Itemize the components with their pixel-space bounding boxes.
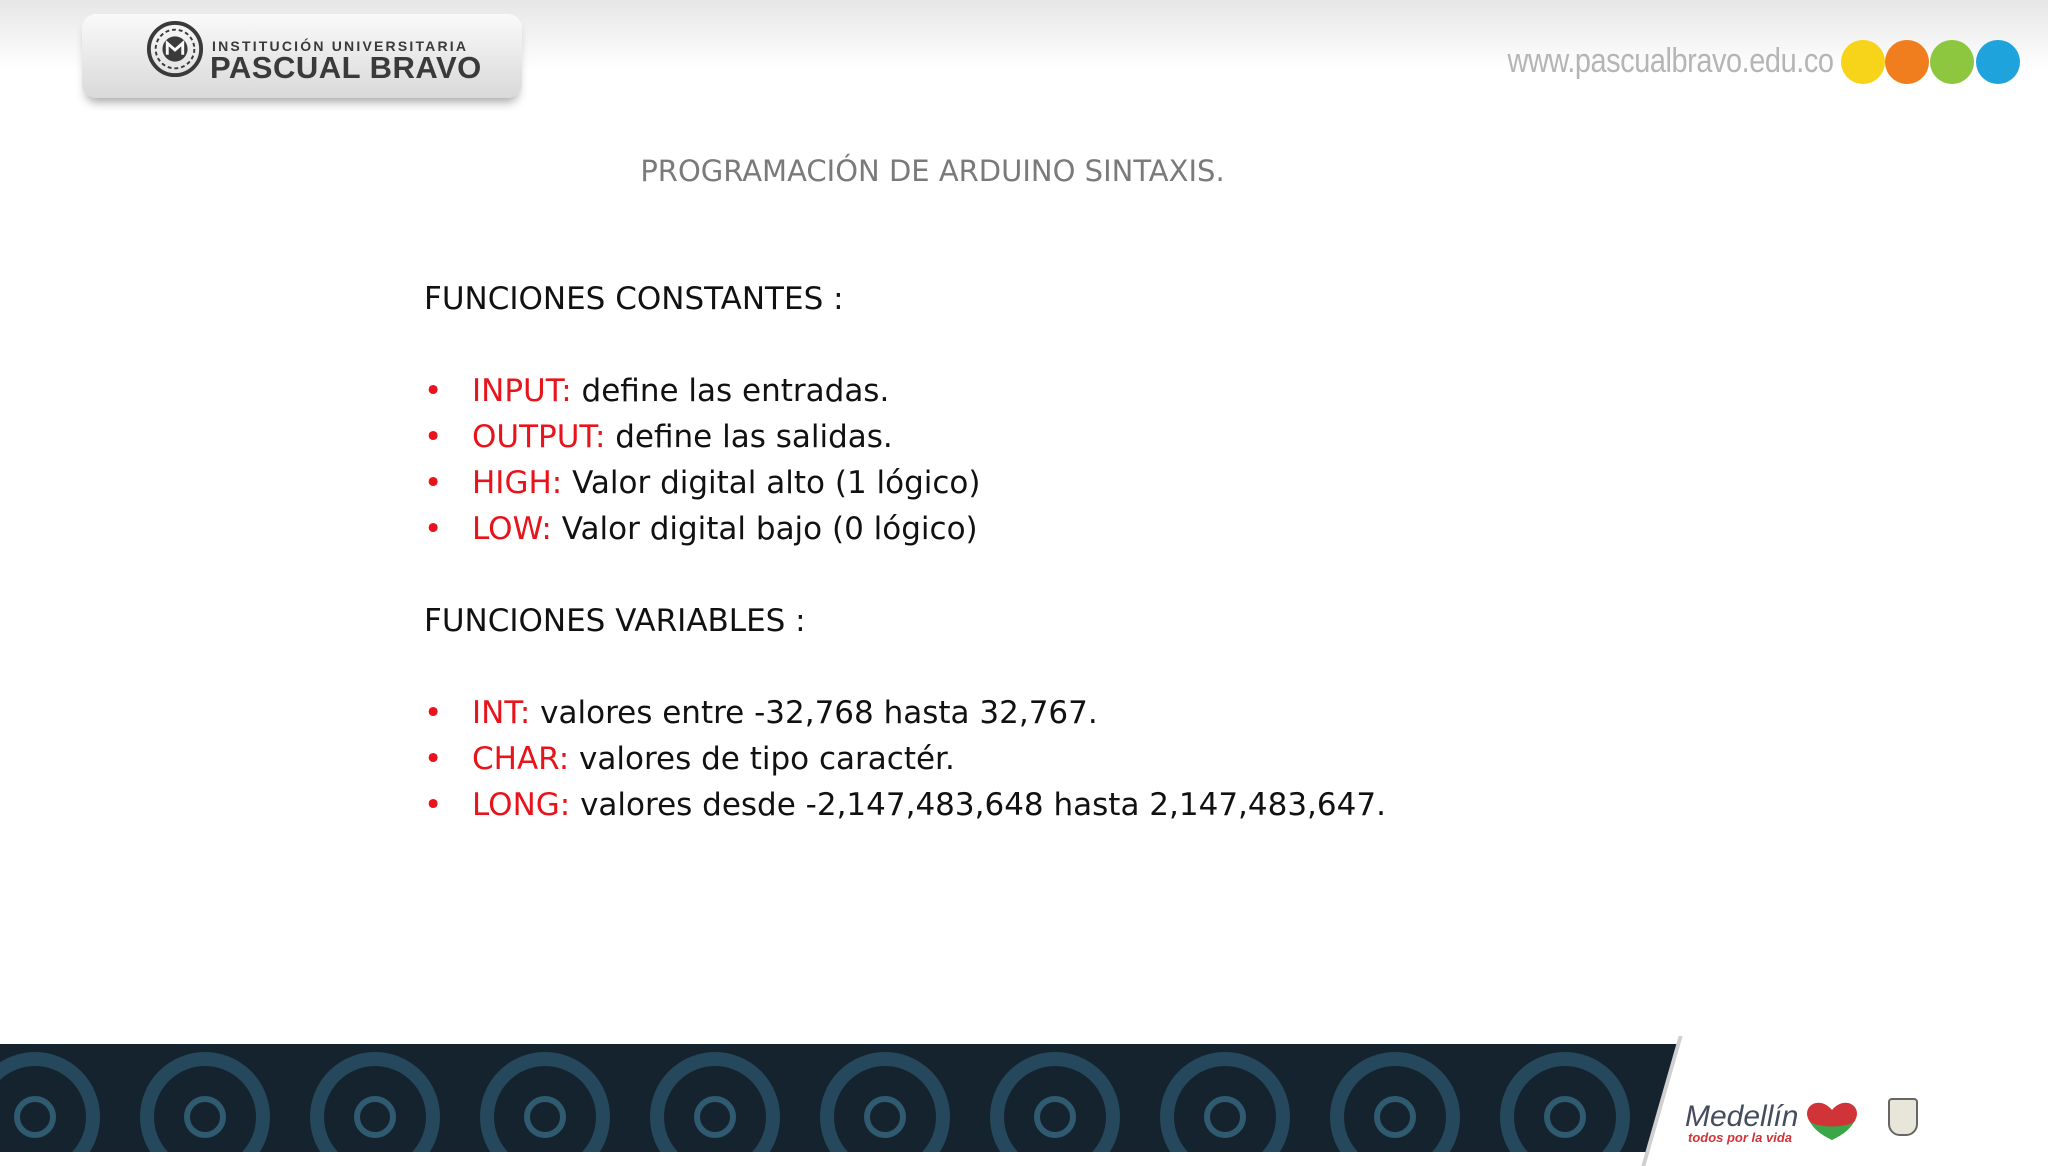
coat-of-arms-icon: [1888, 1098, 1918, 1136]
city-logo-text: Medellín: [1685, 1100, 1799, 1133]
slide-title: PROGRAMACIÓN DE ARDUINO SINTAXIS.: [640, 154, 1225, 188]
bullet-icon: •: [424, 465, 443, 501]
description: Valor digital bajo (0 lógico): [551, 511, 978, 547]
keyword: OUTPUT:: [472, 419, 606, 455]
gear-pattern-icon: [990, 1052, 1120, 1152]
website-url[interactable]: www.pascualbravo.edu.co: [1508, 42, 1834, 80]
orange-circle-icon: [1885, 40, 1929, 84]
gear-pattern-icon: [0, 1052, 100, 1152]
keyword: HIGH:: [472, 465, 563, 501]
bullet-icon: •: [424, 419, 443, 455]
gear-pattern-icon: [140, 1052, 270, 1152]
list-item: [424, 368, 1386, 414]
description: valores de tipo caractér.: [569, 741, 955, 777]
keyword: INT:: [472, 695, 531, 731]
list-item: [424, 690, 1386, 736]
description: Valor digital alto (1 lógico): [562, 465, 981, 501]
blue-house-circle-icon: [1976, 40, 2020, 84]
gear-pattern-icon: [820, 1052, 950, 1152]
bullet-icon: •: [424, 787, 443, 823]
slide-content: [424, 276, 1386, 828]
university-seal-icon: [146, 20, 204, 78]
green-m-circle-icon: [1930, 40, 1974, 84]
gear-pattern-icon: [1160, 1052, 1290, 1152]
list-item: [424, 506, 1386, 552]
bullet-icon: •: [424, 695, 443, 731]
variables-list: [424, 690, 1386, 828]
constants-list: [424, 368, 1386, 552]
gear-pattern-icon: [650, 1052, 780, 1152]
description: define las entradas.: [571, 373, 890, 409]
description: define las salidas.: [605, 419, 893, 455]
heart-icon: [1802, 1098, 1862, 1142]
gear-pattern-icon: [1500, 1052, 1630, 1152]
gear-pattern-icon: [480, 1052, 610, 1152]
institution-type: INSTITUCIÓN UNIVERSITARIA: [212, 38, 469, 54]
sun-circle-icon: [1841, 40, 1885, 84]
description: valores desde -2,147,483,648 hasta 2,147,483,647.: [570, 787, 1386, 823]
list-item: [424, 736, 1386, 782]
description: valores entre -32,768 hasta 32,767.: [530, 695, 1098, 731]
bullet-icon: •: [424, 373, 443, 409]
keyword: LOW:: [472, 511, 552, 547]
institution-logo[interactable]: [82, 14, 522, 98]
gear-pattern-icon: [310, 1052, 440, 1152]
bullet-icon: •: [424, 511, 443, 547]
keyword: INPUT:: [472, 373, 572, 409]
bullet-icon: •: [424, 741, 443, 777]
list-item: [424, 414, 1386, 460]
gear-pattern-icon: [1330, 1052, 1460, 1152]
list-item: [424, 460, 1386, 506]
city-slogan: todos por la vida: [1688, 1130, 1793, 1145]
institution-name: PASCUAL BRAVO: [210, 50, 482, 85]
section-heading-constants: FUNCIONES CONSTANTES :: [424, 281, 844, 317]
list-item: [424, 782, 1386, 828]
keyword: CHAR:: [472, 741, 570, 777]
keyword: LONG:: [472, 787, 571, 823]
section-heading-variables: FUNCIONES VARIABLES :: [424, 603, 806, 639]
